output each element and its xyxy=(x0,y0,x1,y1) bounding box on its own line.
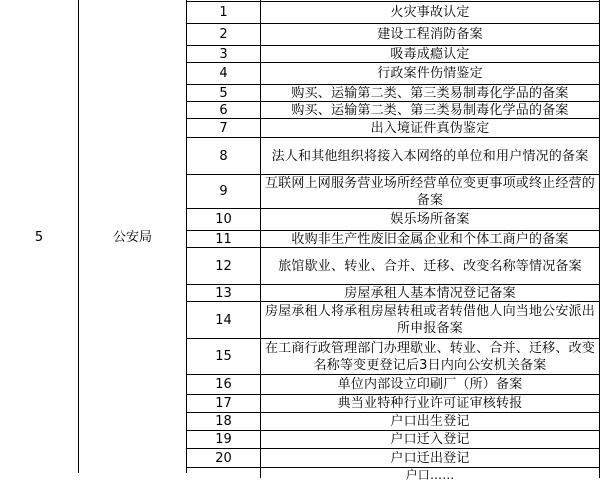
item-number: 13 xyxy=(215,285,232,301)
item-number-cell[interactable] xyxy=(187,46,261,63)
item-number: 11 xyxy=(215,231,232,247)
item-text: 收购非生产性废旧金属企业和个体工商户的备案 xyxy=(291,231,569,247)
item-number: 17 xyxy=(215,396,232,411)
item-number: 15 xyxy=(215,349,232,364)
item-number-cell[interactable] xyxy=(187,2,261,24)
item-text: 互联网上网服务营业场所经营单位变更事项或终止经营的备案 xyxy=(264,175,595,208)
item-content-cell[interactable] xyxy=(261,24,600,46)
item-number: 16 xyxy=(215,377,232,392)
item-number-cell[interactable] xyxy=(187,138,261,175)
item-number: 7 xyxy=(219,120,228,136)
item-content-cell[interactable] xyxy=(261,302,600,339)
item-text: 火灾事故认定 xyxy=(390,5,470,20)
item-content-cell[interactable] xyxy=(261,46,600,63)
item-content-cell[interactable] xyxy=(261,138,600,175)
item-content-cell[interactable] xyxy=(261,209,600,231)
item-text: 户口迁入登记 xyxy=(390,432,470,447)
item-number: 19 xyxy=(215,432,232,447)
item-number-cell[interactable] xyxy=(187,302,261,339)
item-text: 典当业特种行业许可证审核转报 xyxy=(337,396,523,411)
item-content-cell[interactable] xyxy=(261,375,600,395)
item-number-cell[interactable] xyxy=(187,339,261,375)
item-text: 行政案件伤情鉴定 xyxy=(377,66,483,81)
item-text: 房屋承租人将承租房屋转租或者转借他人向当地公安派出所申报备案 xyxy=(264,304,595,336)
item-number: 6 xyxy=(219,102,228,118)
item-text: 在工商行政管理部门办理歇业、转业、合并、迁移、改变名称等变更登记后3日内向公安机关备案 xyxy=(264,340,595,373)
item-number: 14 xyxy=(215,312,232,328)
item-text: 法人和其他组织将接入本网络的单位和用户情况的备案 xyxy=(271,148,589,164)
item-number-cell[interactable] xyxy=(187,413,261,431)
item-content-cell[interactable] xyxy=(261,85,600,102)
item-content-cell[interactable] xyxy=(261,231,600,248)
item-content-cell[interactable] xyxy=(261,468,600,482)
item-number-cell[interactable] xyxy=(187,209,261,231)
item-text: 出入境证件真伪鉴定 xyxy=(370,120,490,136)
item-number: 12 xyxy=(215,258,232,274)
item-number-cell[interactable] xyxy=(187,431,261,449)
item-text: 吸毒成瘾认定 xyxy=(390,46,470,62)
item-number-cell[interactable] xyxy=(187,231,261,248)
item-number: 5 xyxy=(219,85,228,101)
item-number-cell[interactable] xyxy=(187,119,261,138)
item-content-cell[interactable] xyxy=(261,2,600,24)
item-number: 20 xyxy=(215,450,232,466)
item-number-cell[interactable] xyxy=(187,63,261,85)
item-number-cell[interactable] xyxy=(187,248,261,285)
item-content-cell[interactable] xyxy=(261,175,600,209)
item-text: 建设工程消防备案 xyxy=(377,27,483,42)
partial-item-text: 户口…… xyxy=(405,468,455,482)
item-content-cell[interactable] xyxy=(261,449,600,468)
item-content-cell[interactable] xyxy=(261,119,600,138)
item-number: 4 xyxy=(219,66,228,81)
item-number: 2 xyxy=(219,27,228,42)
item-number-cell[interactable] xyxy=(187,85,261,102)
item-number: 8 xyxy=(219,148,228,164)
item-number: 18 xyxy=(215,414,232,429)
sequence-number: 5 xyxy=(34,230,44,245)
item-text: 购买、运输第二类、第三类易制毒化学品的备案 xyxy=(291,102,569,118)
item-number-cell[interactable] xyxy=(187,395,261,413)
item-number-cell[interactable] xyxy=(187,468,261,478)
item-content-cell[interactable] xyxy=(261,248,600,285)
item-number-cell[interactable] xyxy=(187,24,261,46)
item-content-cell[interactable] xyxy=(261,285,600,302)
item-number: 9 xyxy=(219,184,228,199)
item-number-cell[interactable] xyxy=(187,375,261,395)
item-number: 3 xyxy=(219,46,228,62)
item-text: 娱乐场所备案 xyxy=(390,212,470,227)
item-content-cell[interactable] xyxy=(261,102,600,119)
item-number-cell[interactable] xyxy=(187,102,261,119)
item-text: 单位内部设立印刷厂（所）备案 xyxy=(337,377,523,392)
item-number-cell[interactable] xyxy=(187,175,261,209)
item-content-cell[interactable] xyxy=(261,413,600,431)
item-text: 房屋承租人基本情况登记备案 xyxy=(344,285,516,301)
item-text: 购买、运输第二类、第三类易制毒化学品的备案 xyxy=(291,85,569,101)
item-text: 户口出生登记 xyxy=(390,414,470,429)
item-number: 1 xyxy=(219,5,228,20)
item-content-cell[interactable] xyxy=(261,339,600,375)
department-name: 公安局 xyxy=(112,230,152,245)
item-text: 旅馆歇业、转业、合并、迁移、改变名称等情况备案 xyxy=(278,258,582,274)
department-cell[interactable] xyxy=(79,0,187,473)
sequence-number-cell[interactable] xyxy=(0,0,79,473)
item-number-cell[interactable] xyxy=(187,285,261,302)
item-content-cell[interactable] xyxy=(261,63,600,85)
item-number: 10 xyxy=(215,212,232,227)
item-text: 户口迁出登记 xyxy=(390,450,470,466)
item-content-cell[interactable] xyxy=(261,395,600,413)
item-content-cell[interactable] xyxy=(261,431,600,449)
item-number-cell[interactable] xyxy=(187,449,261,468)
